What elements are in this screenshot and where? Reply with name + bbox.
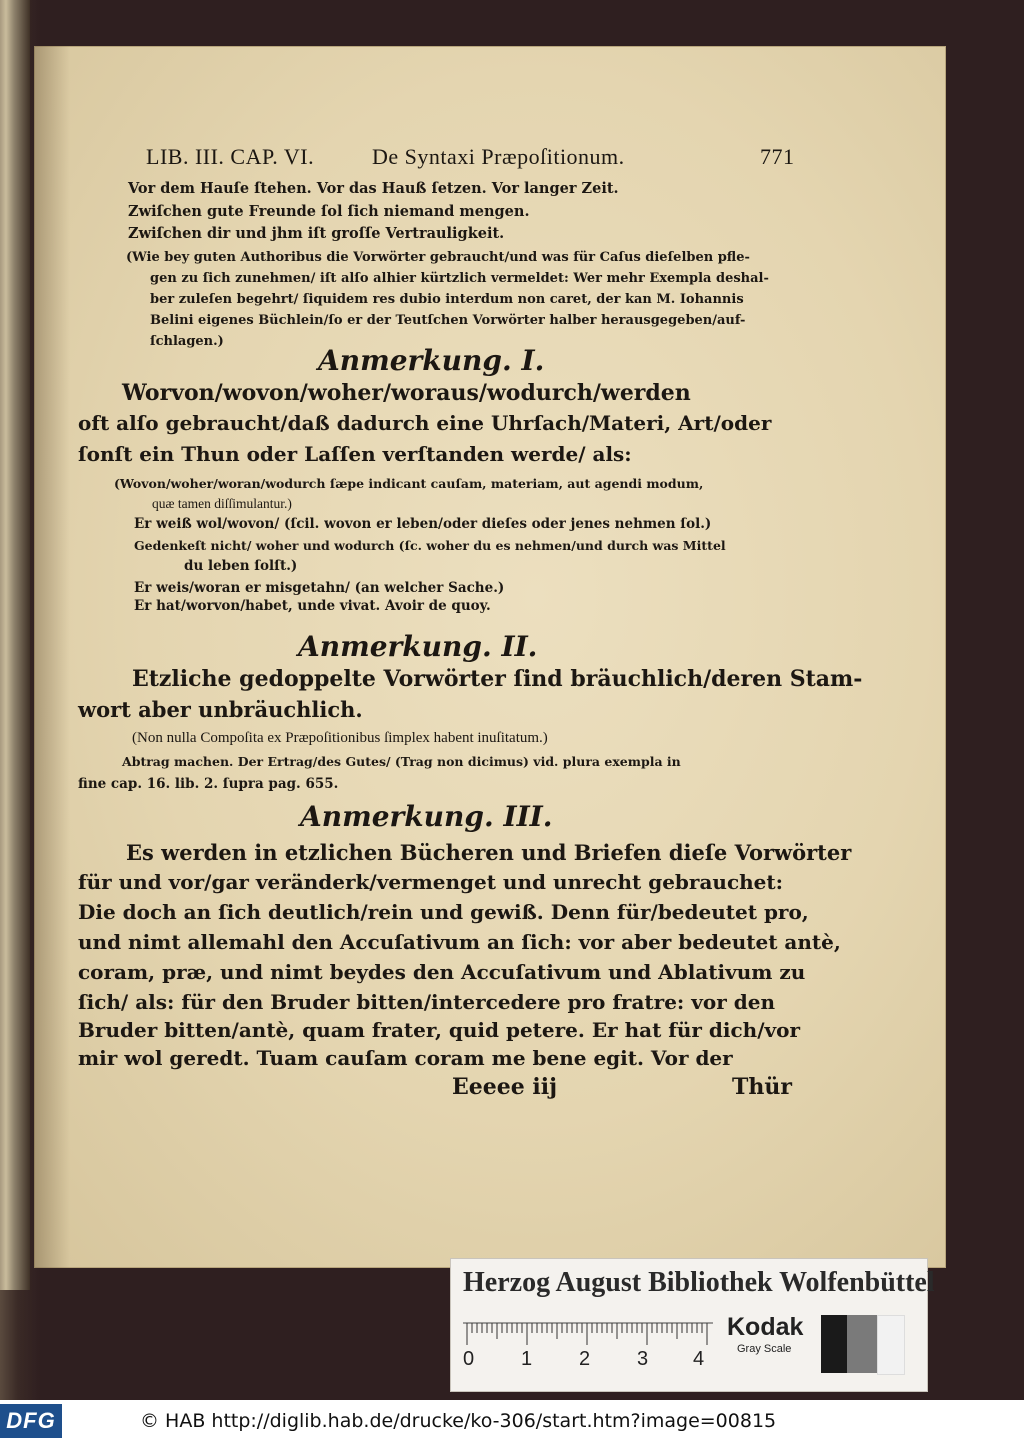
text-line: Er weis/woran er misgetahn/ (an welcher Sache.)	[134, 580, 505, 596]
ruler-label: 4	[693, 1348, 705, 1367]
section-heading: Anmerkung. III.	[300, 800, 553, 833]
text-line: und nimt allemahl den Accuſativum an ſich: vor aber bedeutet antè,	[78, 930, 841, 954]
text-line: Er weiß wol/wovon/ (ſcil. wovon er leben/oder dieſes oder jenes nehmen ſol.)	[134, 516, 712, 532]
dfg-logo: DFG	[0, 1404, 62, 1438]
text-line: ber zuleſen begehrt/ ſiquidem res dubio interdum non caret, der kan M. Iohannis	[150, 292, 744, 307]
library-label-card	[450, 1258, 935, 1392]
ruler-label: 3	[637, 1348, 649, 1367]
running-header-title: De Syntaxi Præpoſitionum.	[372, 144, 625, 169]
text-line: wort aber unbräuchlich.	[78, 697, 363, 722]
text-line: (Wovon/woher/woran/wodurch ſæpe indicant cauſam, materiam, aut agendi modum,	[114, 476, 704, 491]
text-line: gen zu ſich zunehmen/ iſt alſo alhier kürtzlich vermeldet: Wer mehr Exempla deshal-	[150, 271, 769, 286]
text-line: coram, præ, und nimt beydes den Accuſativum und Ablativum zu	[78, 960, 806, 984]
scale-ruler	[463, 1311, 713, 1367]
text-line: du leben ſolſt.)	[184, 558, 298, 574]
catchword: Thür	[732, 1074, 792, 1100]
text-line: Die doch an ſich deutlich/rein und gewiß. Denn für/bedeutet pro,	[78, 900, 809, 924]
text-line: Bruder bitten/antè, quam frater, quid petere. Er hat für dich/vor	[78, 1018, 801, 1042]
text-line: Vor dem Hauſe ſtehen. Vor das Hauß ſetzen. Vor langer Zeit.	[128, 180, 619, 197]
ruler-label: 1	[521, 1348, 533, 1367]
text-line: Es werden in etzlichen Bücheren und Briefen dieſe Vorwörter	[126, 840, 852, 865]
page-number: 771	[760, 144, 795, 169]
text-line: ſich/ als: für den Bruder bitten/intercedere pro fratre: vor den	[78, 990, 775, 1014]
text-line: Zwiſchen gute Freunde ſol ſich niemand mengen.	[128, 203, 530, 220]
text-line: für und vor/gar veränderk/vermenget und unrecht gebrauchet:	[78, 870, 784, 894]
text-line: Gedenkeſt nicht/ woher und wodurch (ſc. woher du es nehmen/und durch was Mittel	[134, 538, 726, 553]
gray-scale-caption: Gray Scale	[737, 1343, 792, 1355]
kodak-logo-text: Kodak	[727, 1313, 804, 1341]
text-line: Er hat/worvon/habet, unde vivat. Avoir de quoy.	[134, 598, 491, 614]
gray-swatch-mid	[847, 1315, 877, 1373]
text-line: mir wol geredt. Tuam cauſam coram me bene egit. Vor der	[78, 1046, 733, 1070]
section-heading: Anmerkung. II.	[298, 630, 538, 663]
running-header-left: LIB. III. CAP. VI.	[146, 144, 315, 169]
text-line: (Wie bey guten Authoribus die Vorwörter gebraucht/und was für Caſus dieſelben pfle-	[126, 250, 750, 265]
ruler-label: 0	[463, 1348, 475, 1367]
signature-mark: Eeeee iij	[452, 1074, 558, 1100]
text-line: Etzliche gedoppelte Vorwörter ſind bräuchlich/deren Stam-	[132, 666, 863, 692]
gray-swatch-white	[877, 1315, 905, 1375]
book-edge	[0, 0, 30, 1290]
text-line: Abtrag machen. Der Ertrag/des Gutes/ (Trag non dicimus) vid. plura exempla in	[122, 754, 681, 769]
text-line: quæ tamen diſſimulantur.)	[152, 496, 292, 511]
text-line: oft alſo gebraucht/daß dadurch eine Uhrſach/Materi, Art/oder	[78, 411, 772, 435]
copyright-link[interactable]: © HAB http://diglib.hab.de/drucke/ko-306/start.htm?image=00815	[140, 1410, 777, 1432]
page-gutter-shadow	[34, 46, 70, 1268]
library-name: Herzog August Bibliothek Wolfenbüttel	[463, 1267, 935, 1298]
text-line: (Non nulla Compoſita ex Præpoſitionibus ſimplex habent inuſitatum.)	[132, 730, 548, 746]
text-line: ſonſt ein Thun oder Laſſen verſtanden werde/ als:	[78, 442, 632, 466]
gray-swatch-black	[821, 1315, 847, 1373]
text-line: Worvon/wovon/woher/woraus/wodurch/werden	[122, 380, 691, 406]
ruler-label: 2	[579, 1348, 591, 1367]
section-heading: Anmerkung. I.	[318, 344, 545, 377]
text-line: Zwiſchen dir und jhm iſt groſſe Vertrauligkeit.	[128, 225, 505, 242]
text-line: fine cap. 16. lib. 2. ſupra pag. 655.	[78, 776, 339, 792]
text-line: ſchlagen.)	[150, 334, 224, 349]
text-line: Belini eigenes Büchlein/ſo er der Teutſchen Vorwörter halber herausgegeben/auf-	[150, 313, 746, 328]
